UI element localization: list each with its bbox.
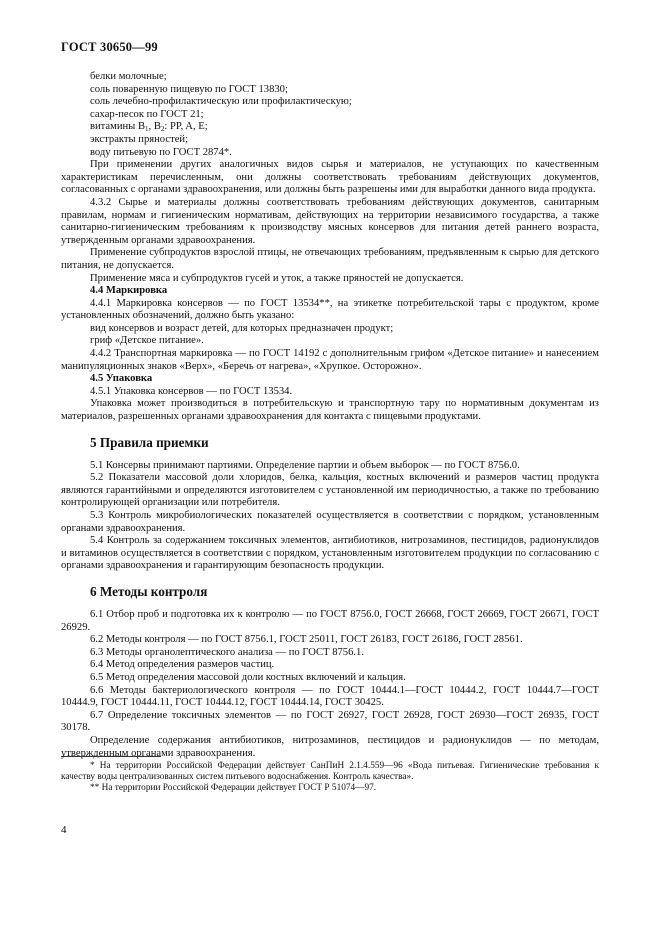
- list-item: соль поваренную пищевую по ГОСТ 13830;: [90, 83, 288, 95]
- subsection-title-4-4: 4.4 Маркировка: [90, 285, 168, 297]
- paragraph-meat: Применение мяса и субпродуктов гусей и уток, а также пряностей не допускается.: [90, 272, 464, 284]
- list-item-vitamins: [61, 121, 599, 134]
- list-item: воду питьевую по ГОСТ 2874*.: [90, 146, 232, 158]
- paragraph-6-6: 6.6 Методы бактериологического контроля — по ГОСТ 10444.1—ГОСТ 10444.2, ГОСТ 10444.7—ГОСТ 10444.9, ГОСТ 10444.11, ГОСТ 10444.12, ГОСТ 10444.14, ГОСТ 30425.: [61, 684, 599, 709]
- paragraph-6-5: 6.5 Метод определения массовой доли костных включений и кальция.: [90, 671, 406, 683]
- vitamins-sub2: 2: [160, 125, 165, 134]
- paragraph-4-4-2: 4.4.2 Транспортная маркировка — по ГОСТ 14192 с дополнительным грифом «Детское питание» и нанесением манипуляционных знаков «Верх», «Беречь от нагрева», «Хрупкое. Осторожно».: [61, 348, 599, 372]
- section-title-6: 6 Методы контроля: [90, 583, 208, 599]
- paragraph-6-4: 6.4 Метод определения размеров частиц.: [90, 659, 275, 671]
- page-number: 4: [61, 824, 67, 836]
- paragraph-6-7: 6.7 Определение токсичных элементов — по ГОСТ 26927, ГОСТ 26928, ГОСТ 26930—ГОСТ 26935, ГОСТ 30178.: [61, 709, 599, 734]
- paragraph-analog: При применении других аналогичных видов сырья и материалов, не уступающих по качественным характеристикам перечисленным, они должны соответствовать требованиям действующих документов, согласованных с органами здравоохранения, или должны быть разрешены ими для выработки данного вида продукта.: [61, 159, 599, 196]
- document-body: [61, 71, 599, 760]
- section-title-5: 5 Правила приемки: [90, 434, 209, 450]
- footnote: ** На территории Российской Федерации действует ГОСТ Р 51074—97.: [90, 783, 377, 794]
- paragraph-4-3-2: 4.3.2 Сырье и материалы должны соответствовать требованиям действующих документов, санитарным правилам, нормам и гигиеническим нормативам, действующих на территории независимого государства, а также санитарно-гигиеническим требованиям к производству мясных консервов для питания детей раннего возраста, утвержденным органами здравоохранения.: [61, 196, 599, 246]
- list-item: соль лечебно-профилактическую или профилактическую;: [90, 96, 352, 108]
- footnotes: [61, 756, 599, 795]
- paragraph-subproducts: Применение субпродуктов взрослой птицы, не отвечающих требованиям, предъявленным к сырью для детского питания, не допускается.: [61, 247, 599, 271]
- vitamins-sub1: 1: [145, 125, 149, 134]
- paragraph-5-2: 5.2 Показатели массовой доли хлоридов, белка, кальция, костных включений и размеров частиц продукта являются гарантийными и определяются изготовителем с установленной им периодичностью, а также по требованию контролирующей организации или потребителя.: [61, 472, 599, 509]
- document-header: ГОСТ 30650—99: [61, 40, 158, 54]
- paragraph-antibiotics: Определение содержания антибиотиков, нитрозаминов, пестицидов и радионуклидов — по методам, утвержденным органами здравоохранения.: [61, 734, 599, 759]
- paragraph-packaging: Упаковка может производиться в потребительскую и транспортную тару по нормативным документам из материалов, разрешенных органами здравоохранения для контакта с пищевыми продуктами.: [61, 398, 599, 423]
- paragraph-4-5-1: 4.5.1 Упаковка консервов — по ГОСТ 13534.: [90, 385, 293, 397]
- list-item: экстракты пряностей;: [90, 133, 189, 145]
- paragraph-5-4: 5.4 Контроль за содержанием токсичных элементов, антибиотиков, нитрозаминов, пестицидов, радионуклидов и витаминов осуществляется в соответствии с порядком, установленным изготовителем продукции по согласованию с органами здравоохранения и гарантирующим безопасность продукции.: [61, 535, 599, 572]
- list-item: вид консервов и возраст детей, для которых предназначен продукт;: [90, 322, 394, 334]
- list-item: сахар-песок по ГОСТ 21;: [90, 108, 204, 120]
- subsection-title-4-5: 4.5 Упаковка: [90, 373, 153, 385]
- paragraph-4-4-1: 4.4.1 Маркировка консервов — по ГОСТ 13534**, на этикетке потребительской тары с продуктом, кроме установленных обозначений, должно быть указано:: [61, 297, 599, 322]
- list-item: гриф «Детское питание».: [90, 335, 204, 347]
- paragraph-5-1: 5.1 Консервы принимают партиями. Определение партии и объем выборок — по ГОСТ 8756.0.: [90, 459, 520, 471]
- footnote-divider: [61, 756, 161, 757]
- footnote: * На территории Российской Федерации действует СанПиН 2.1.4.559—96 «Вода питьевая. Гигиенические требования к качеству воды централизованных систем питьевого водоснабжения. Контроль качества».: [61, 761, 599, 783]
- vitamins-suffix: : PP, A, E;: [164, 121, 208, 133]
- vitamins-mid: , B: [148, 121, 161, 133]
- paragraph-6-2: 6.2 Методы контроля — по ГОСТ 8756.1, ГОСТ 25011, ГОСТ 26183, ГОСТ 26186, ГОСТ 28561.: [90, 634, 523, 646]
- list-item: белки молочные;: [90, 71, 167, 82]
- paragraph-5-3: 5.3 Контроль микробиологических показателей осуществляется в соответствии с порядком, установленным органами здравоохранения.: [61, 510, 599, 534]
- paragraph-6-1: 6.1 Отбор проб и подготовка их к контролю — по ГОСТ 8756.0, ГОСТ 26668, ГОСТ 26669, ГОСТ 26671, ГОСТ 26929.: [61, 608, 599, 633]
- vitamins-prefix: витамины B: [90, 121, 146, 133]
- paragraph-6-3: 6.3 Методы органолептического анализа — по ГОСТ 8756.1.: [90, 646, 364, 658]
